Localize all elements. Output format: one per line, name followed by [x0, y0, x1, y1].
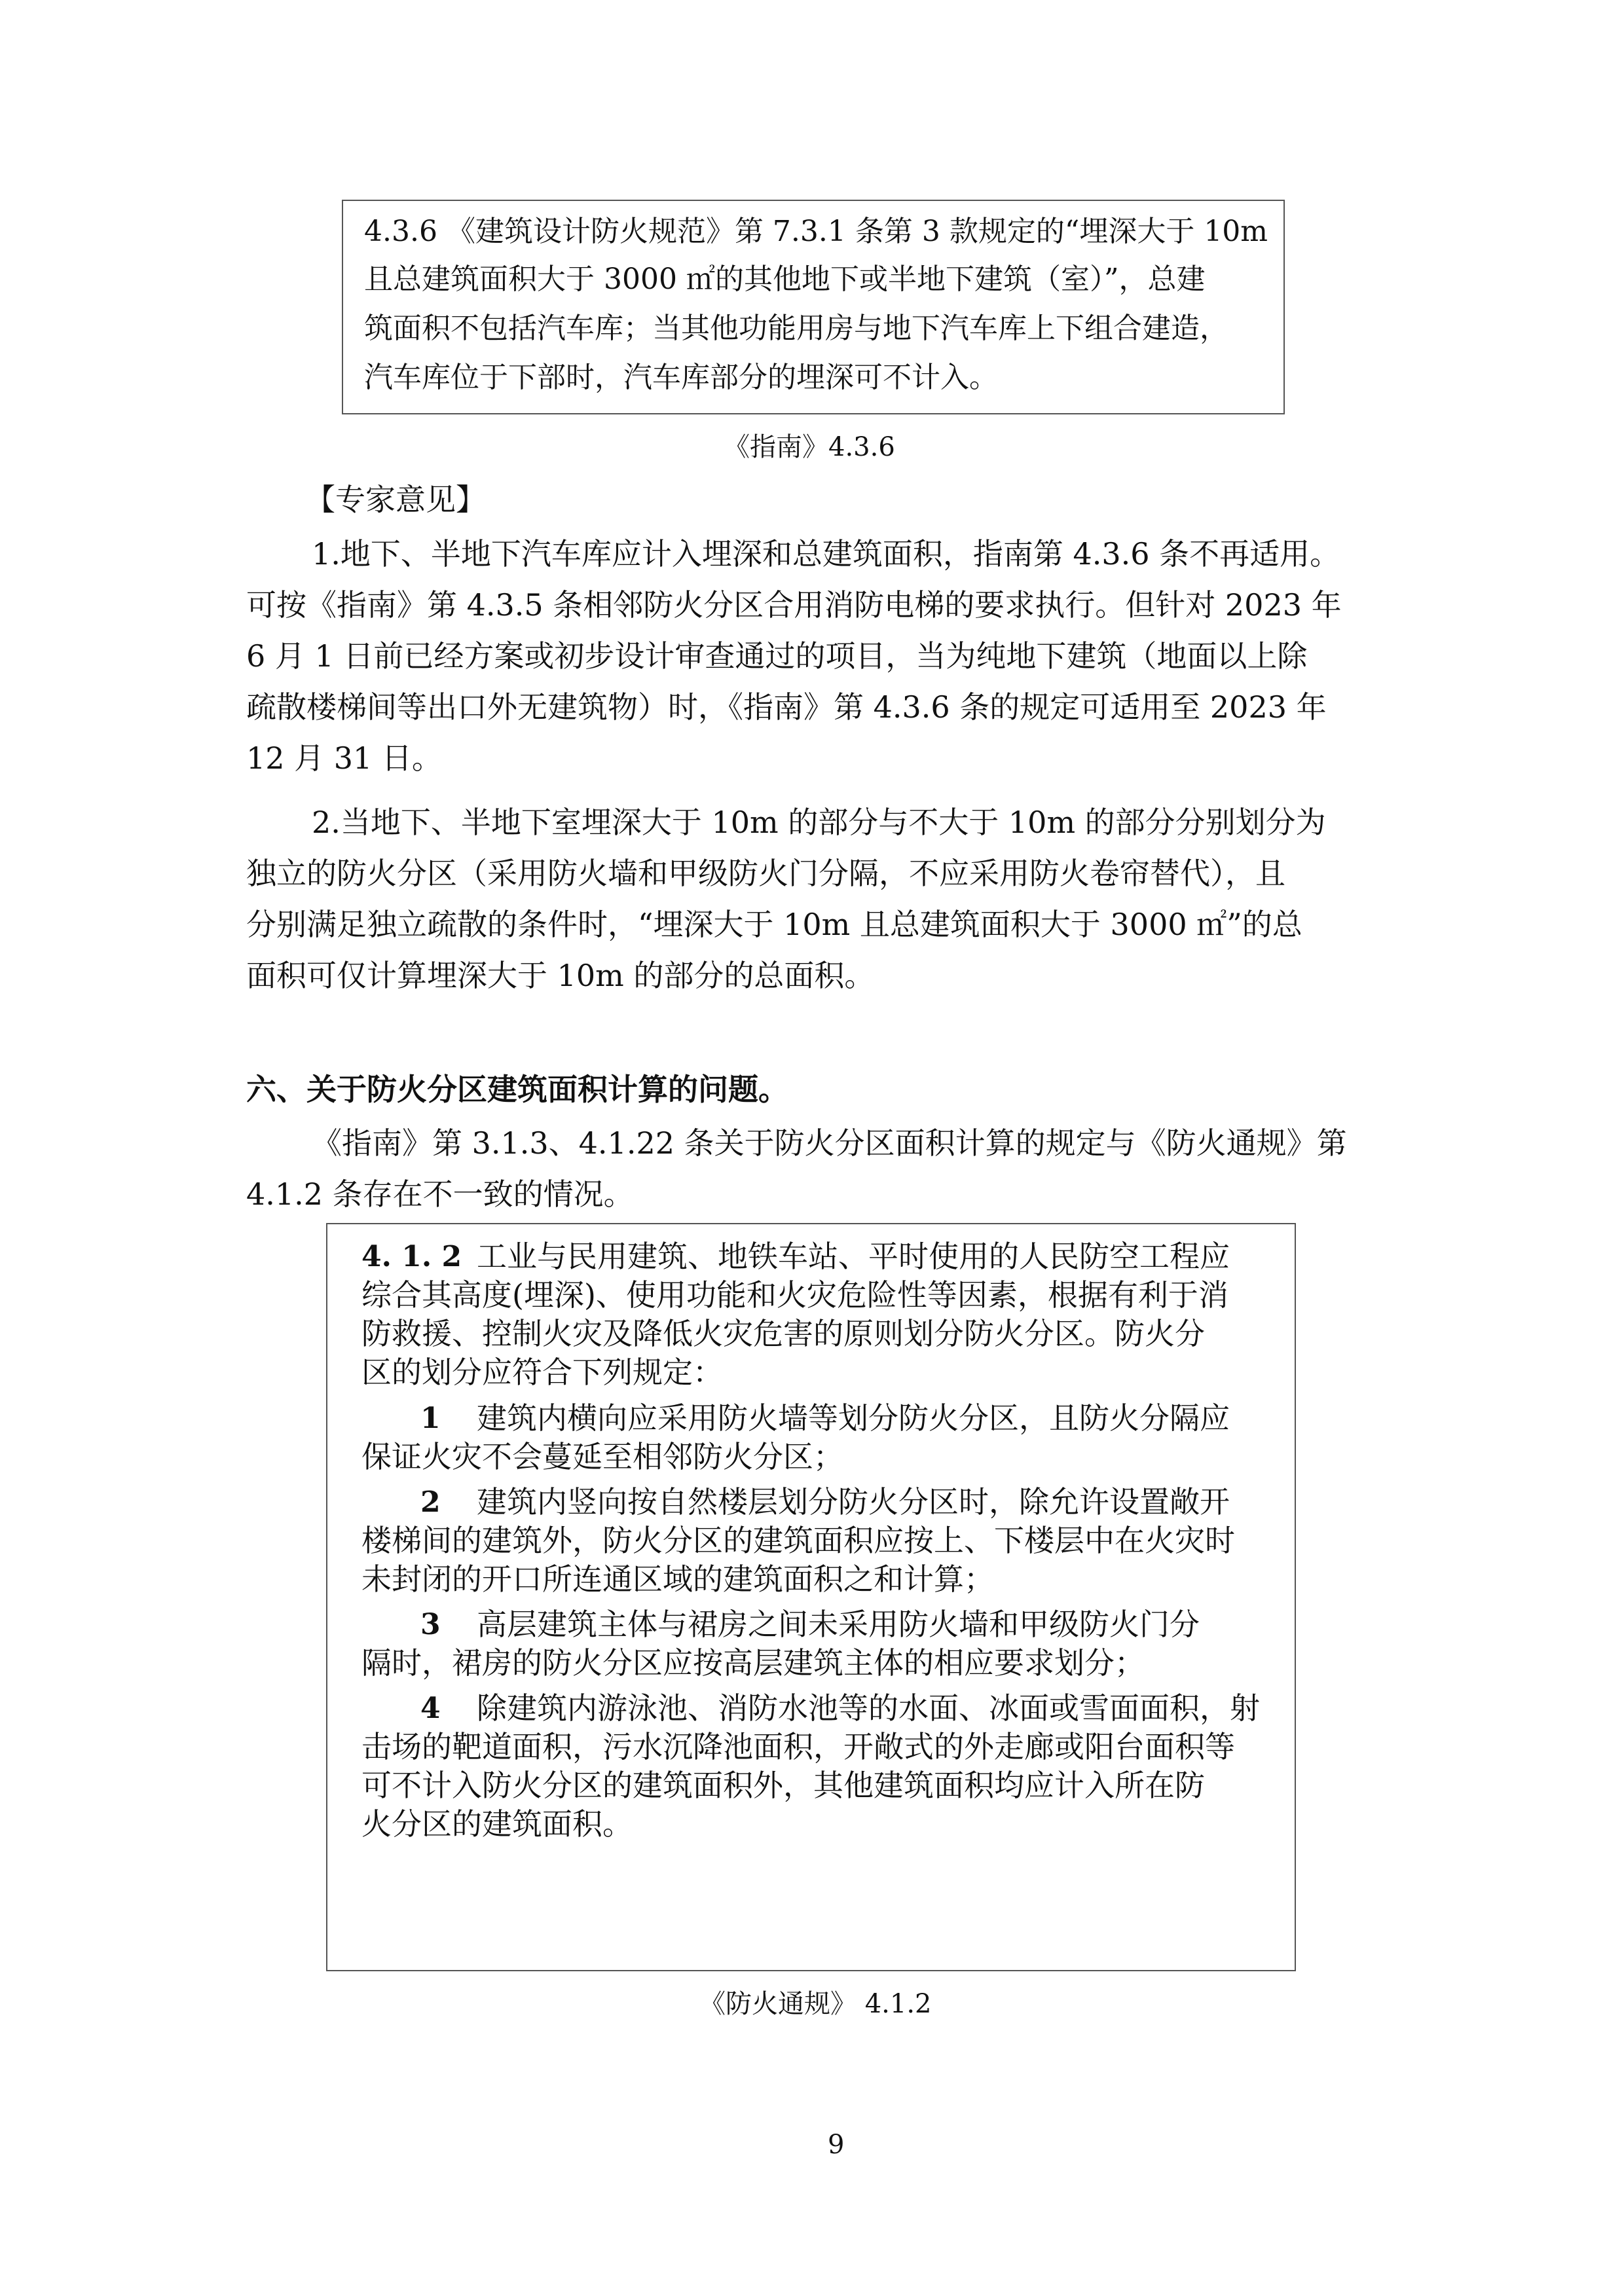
para2-line: 2.当地下、半地下室埋深大于 10m 的部分与不大于 10m 的部分分别划分为	[312, 805, 1326, 840]
caption-guide-4-3-6: 《指南》4.3.6	[724, 432, 895, 462]
item-line: 隔时，裙房的防火分区应按高层建筑主体的相应要求划分；	[361, 1645, 1145, 1681]
item-number: 3	[420, 1608, 441, 1641]
box2-line: 综合其高度(埋深)、使用功能和火灾危险性等因素，根据有利于消	[361, 1277, 1228, 1313]
item-line: 可不计入防火分区的建筑面积外，其他建筑面积均应计入所在防	[361, 1768, 1205, 1803]
item-number: 2	[420, 1485, 441, 1519]
item-number: 1	[420, 1402, 441, 1435]
box1-line: 且总建筑面积大于 3000 ㎡的其他地下或半地下建筑（室）”，总建	[364, 263, 1206, 296]
section-heading: 六、关于防火分区建筑面积计算的问题。	[246, 1072, 788, 1107]
para2-line: 独立的防火分区（采用防火墙和甲级防火门分隔，不应采用防火卷帘替代），且	[246, 856, 1285, 891]
item-line: 除建筑内游泳池、消防水池等的水面、冰面或雪面面积，射	[477, 1690, 1260, 1726]
para3-line: 4.1.2 条存在不一致的情况。	[246, 1176, 634, 1212]
para1-line: 1.地下、半地下汽车库应计入埋深和总建筑面积，指南第 4.3.6 条不再适用。	[312, 536, 1340, 572]
caption-fire-code-4-1-2: 《防火通规》 4.1.2	[699, 1989, 932, 2019]
box2-line: 区的划分应符合下列规定：	[361, 1355, 723, 1390]
box1-line: 筑面积不包括汽车库；当其他功能用房与地下汽车库上下组合建造，	[364, 312, 1228, 345]
box1-line: 汽车库位于下部时，汽车库部分的埋深可不计入。	[364, 361, 998, 394]
box2-line: 防救援、控制火灾及降低火灾危害的原则划分防火分区。防火分	[361, 1316, 1205, 1351]
para2-line: 面积可仅计算埋深大于 10m 的部分的总面积。	[246, 958, 875, 993]
para3-line: 《指南》第 3.1.3、4.1.22 条关于防火分区面积计算的规定与《防火通规》第	[312, 1125, 1347, 1161]
item-line: 建筑内竖向按自然楼层划分防火分区时，除允许设置敞开	[477, 1484, 1230, 1520]
item-line: 火分区的建筑面积。	[361, 1806, 633, 1842]
box2-line: 工业与民用建筑、地铁车站、平时使用的人民防空工程应	[477, 1239, 1230, 1274]
item-line: 建筑内横向应采用防火墙等划分防火分区，且防火分隔应	[477, 1400, 1230, 1436]
para1-line: 6 月 1 日前已经方案或初步设计审查通过的项目，当为纯地下建筑（地面以上除	[246, 638, 1308, 674]
item-line: 击场的靶道面积，污水沉降池面积，开敞式的外走廊或阳台面积等	[361, 1729, 1235, 1764]
para1-line: 12 月 31 日。	[246, 740, 442, 776]
box1-line: 4.3.6 《建筑设计防火规范》第 7.3.1 条第 3 款规定的“埋深大于 10m	[364, 215, 1268, 248]
item-number: 4	[420, 1692, 441, 1725]
para1-line: 可按《指南》第 4.3.5 条相邻防火分区合用消防电梯的要求执行。但针对 2023 年	[246, 587, 1342, 623]
page-number: 9	[828, 2130, 845, 2160]
item-line: 高层建筑主体与裙房之间未采用防火墙和甲级防火门分	[477, 1607, 1200, 1642]
para2-line: 分别满足独立疏散的条件时，“埋深大于 10m 且总建筑面积大于 3000 ㎡”的总	[246, 907, 1302, 942]
clause-number: 4. 1. 2	[361, 1240, 462, 1273]
item-line: 保证火灾不会蔓延至相邻防火分区；	[361, 1439, 843, 1474]
item-line: 楼梯间的建筑外，防火分区的建筑面积应按上、下楼层中在火灾时	[361, 1523, 1235, 1558]
item-line: 未封闭的开口所连通区域的建筑面积之和计算；	[361, 1561, 994, 1597]
expert-opinion-heading: 【专家意见】	[305, 482, 486, 517]
para1-line: 疏散楼梯间等出口外无建筑物）时，《指南》第 4.3.6 条的规定可适用至 2023 年	[246, 689, 1327, 725]
